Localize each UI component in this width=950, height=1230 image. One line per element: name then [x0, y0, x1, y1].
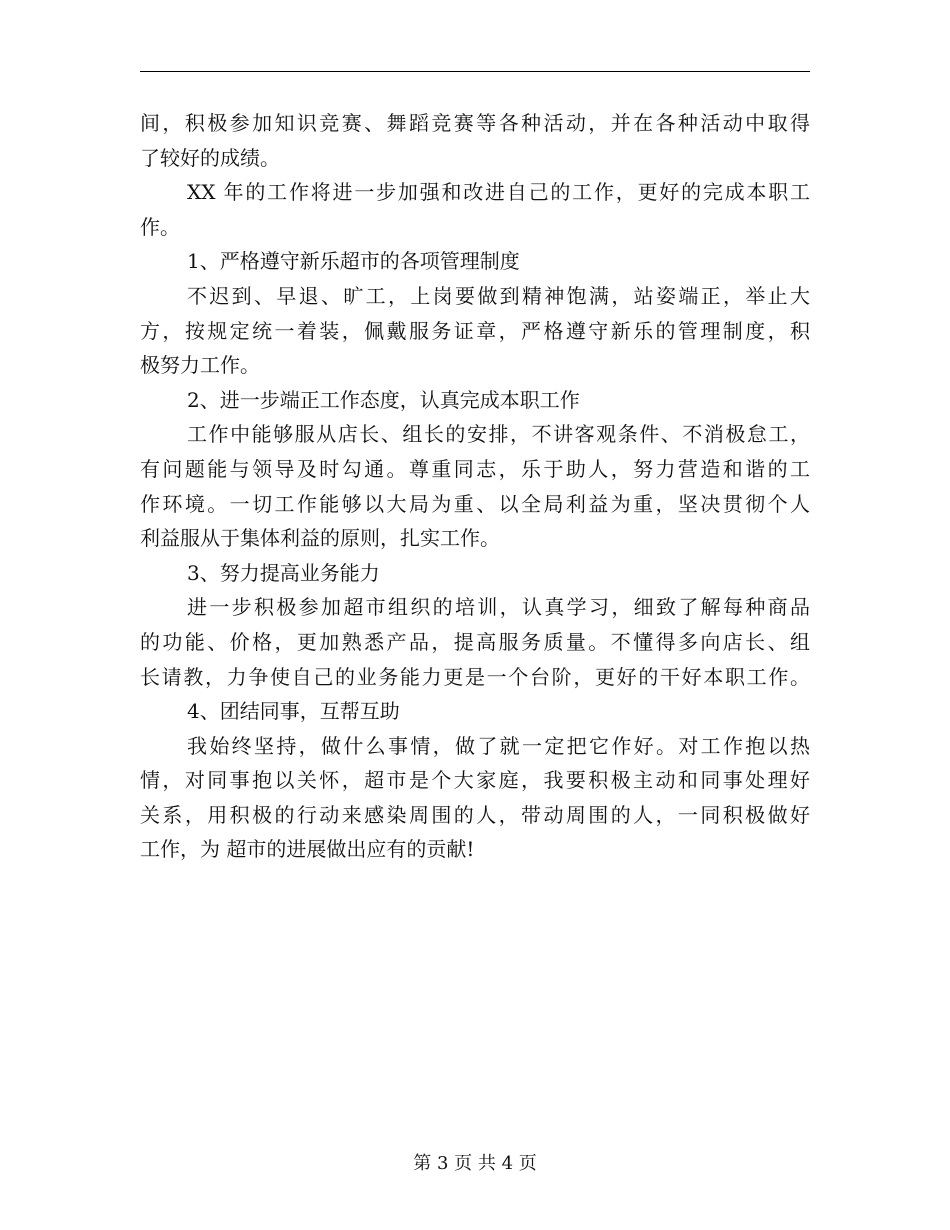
footer-current-page: 3 — [436, 1153, 449, 1174]
text-line: 工作，为 超市的进展做出应有的贡献! — [140, 837, 475, 862]
text-line: 作。 — [140, 214, 180, 239]
text-line: 利益服从于集体利益的原则，扎实工作。 — [140, 526, 500, 551]
text-line: 作环境。一切工作能够以大局为重、以全局利益为重，坚决贯彻个人 — [140, 491, 810, 516]
page-footer — [0, 1152, 950, 1176]
text-line: 不迟到、早退、旷工，上岗要做到精神饱满，站姿端正，举止大 — [187, 283, 810, 308]
footer-mid: 页 共 — [454, 1153, 496, 1174]
text-line: 的功能、价格，更加熟悉产品，提高服务质量。不懂得多向店长、组 — [140, 629, 810, 654]
header-rule — [140, 71, 810, 72]
text-line: 进一步积极参加超市组织的培训，认真学习，细致了解每种商品 — [187, 595, 810, 620]
footer-total-pages: 4 — [501, 1153, 514, 1174]
text-line: 4、团结同事，互帮互助 — [187, 699, 400, 724]
text-line: 有问题能与领导及时勾通。尊重同志，乐于助人，努力营造和谐的工 — [140, 456, 810, 481]
text-line: 工作中能够服从店长、组长的安排，不讲客观条件、不消极怠工， — [187, 422, 810, 447]
text-line: 间，积极参加知识竞赛、舞蹈竞赛等各种活动，并在各种活动中取得 — [140, 111, 810, 135]
text-line: 2、进一步端正工作态度，认真完成本职工作 — [187, 387, 580, 412]
text-line: 关系，用积极的行动来感染周围的人，带动周围的人，一同积极做好 — [140, 802, 810, 827]
text-line: 1、严格遵守新乐超市的各项管理制度 — [187, 249, 520, 274]
footer-prefix: 第 — [413, 1153, 432, 1174]
text-line: 长请教，力争使自己的业务能力更是一个台阶，更好的干好本职工作。 — [140, 664, 810, 689]
text-line: 3、努力提高业务能力 — [187, 560, 380, 585]
footer-suffix: 页 — [518, 1153, 537, 1174]
text-line: 了较好的成绩。 — [140, 145, 280, 170]
text-line: XX 年的工作将进一步加强和改进自己的工作，更好的完成本职工 — [187, 180, 810, 205]
text-line: 方，按规定统一着装，佩戴服务证章，严格遵守新乐的管理制度，积 — [140, 318, 810, 343]
text-line: 情，对同事抱以关怀，超市是个大家庭，我要积极主动和同事处理好 — [140, 768, 810, 793]
text-line: 极努力工作。 — [140, 353, 260, 378]
document-body — [140, 106, 810, 867]
text-line: 我始终坚持，做什么事情，做了就一定把它作好。对工作抱以热 — [187, 733, 810, 758]
